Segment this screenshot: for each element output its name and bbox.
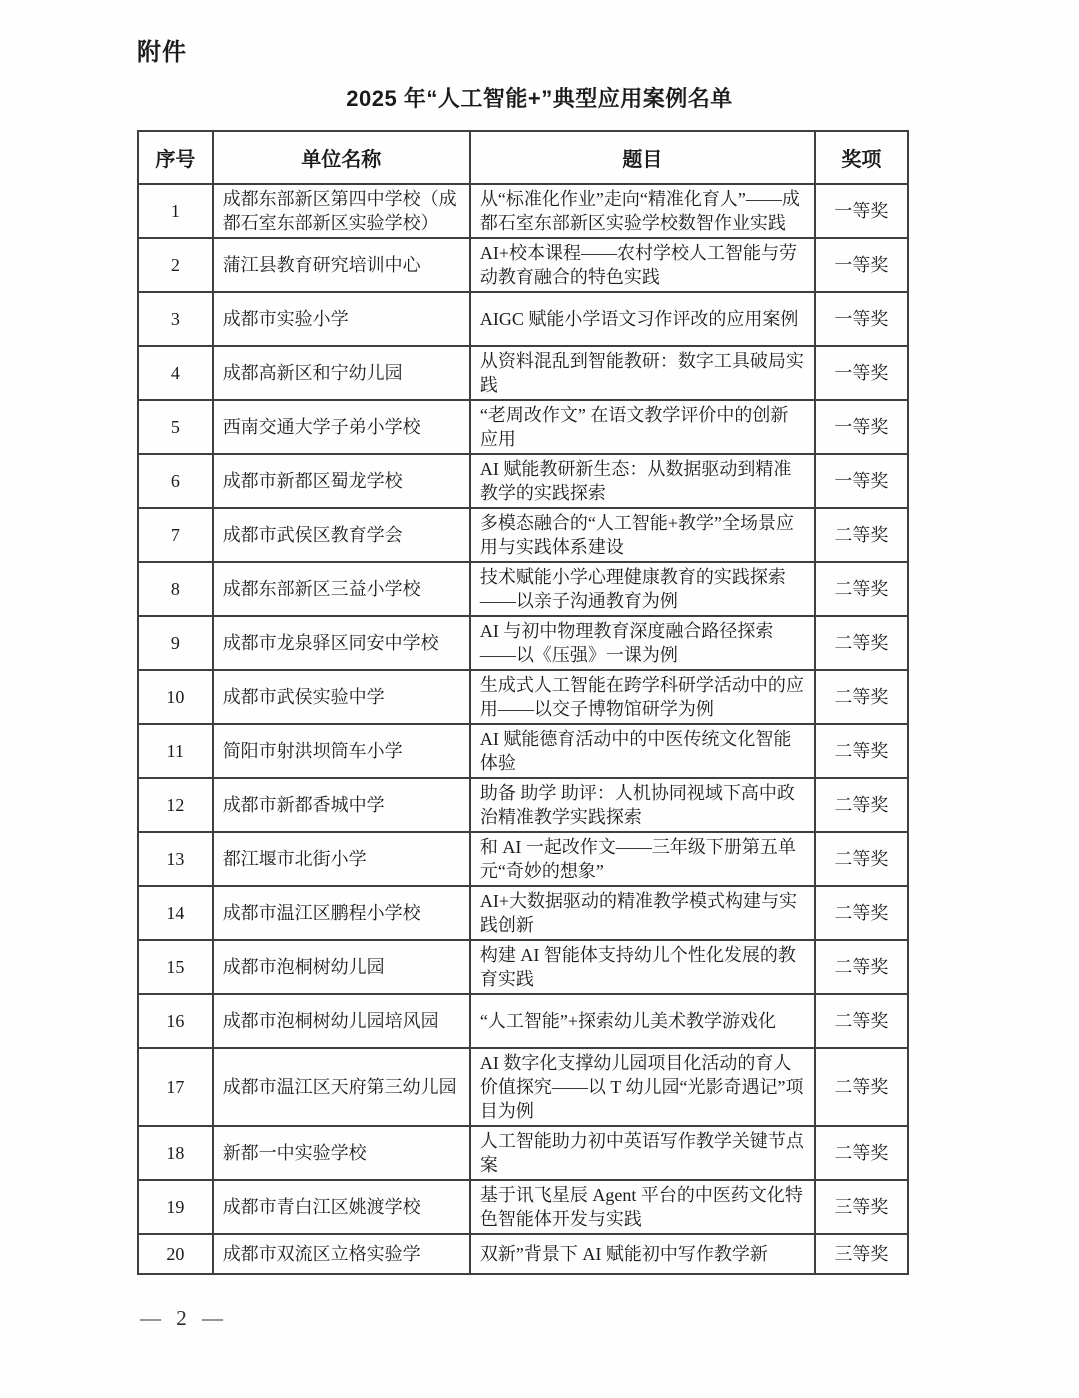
cell-award: 二等奖 xyxy=(815,670,908,724)
cell-unit: 成都高新区和宁幼儿园 xyxy=(213,346,470,400)
cell-title: AI+校本课程——农村学校人工智能与劳动教育融合的特色实践 xyxy=(470,238,815,292)
cell-serial: 4 xyxy=(138,346,213,400)
cell-serial: 2 xyxy=(138,238,213,292)
cell-serial: 15 xyxy=(138,940,213,994)
cell-unit: 成都市武侯区教育学会 xyxy=(213,508,470,562)
header-serial: 序号 xyxy=(138,131,213,184)
cell-award: 一等奖 xyxy=(815,238,908,292)
cell-unit: 蒲江县教育研究培训中心 xyxy=(213,238,470,292)
cell-award: 二等奖 xyxy=(815,832,908,886)
table-row xyxy=(138,1126,908,1180)
cell-serial: 20 xyxy=(138,1234,213,1274)
table-row xyxy=(138,778,908,832)
cell-unit: 新都一中实验学校 xyxy=(213,1126,470,1180)
cell-award: 二等奖 xyxy=(815,886,908,940)
cell-unit: 成都市温江区鹏程小学校 xyxy=(213,886,470,940)
table-row xyxy=(138,670,908,724)
cell-title: AIGC 赋能小学语文习作评改的应用案例 xyxy=(470,292,815,346)
table-row xyxy=(138,346,908,400)
cell-serial: 12 xyxy=(138,778,213,832)
cell-title: 多模态融合的“人工智能+教学”全场景应用与实践体系建设 xyxy=(470,508,815,562)
cell-unit: 都江堰市北街小学 xyxy=(213,832,470,886)
table-row xyxy=(138,724,908,778)
table-row xyxy=(138,1180,908,1234)
table-row xyxy=(138,454,908,508)
cell-award: 一等奖 xyxy=(815,454,908,508)
table-row xyxy=(138,994,908,1048)
page-number: — 2 — xyxy=(140,1306,223,1330)
cell-unit: 西南交通大学子弟小学校 xyxy=(213,400,470,454)
cell-award: 二等奖 xyxy=(815,562,908,616)
cell-award: 二等奖 xyxy=(815,940,908,994)
cell-serial: 11 xyxy=(138,724,213,778)
cell-serial: 8 xyxy=(138,562,213,616)
cell-serial: 19 xyxy=(138,1180,213,1234)
cell-award: 三等奖 xyxy=(815,1180,908,1234)
cell-unit: 成都市双流区立格实验学 xyxy=(213,1234,470,1274)
cell-unit: 成都市新都香城中学 xyxy=(213,778,470,832)
cell-award: 一等奖 xyxy=(815,346,908,400)
cell-unit: 成都东部新区三益小学校 xyxy=(213,562,470,616)
cell-title: 助备 助学 助评：人机协同视域下高中政治精准教学实践探索 xyxy=(470,778,815,832)
cell-award: 一等奖 xyxy=(815,292,908,346)
cell-title: 双新”背景下 AI 赋能初中写作教学新 xyxy=(470,1234,815,1274)
cell-serial: 9 xyxy=(138,616,213,670)
cell-serial: 6 xyxy=(138,454,213,508)
table-row xyxy=(138,886,908,940)
cell-unit: 简阳市射洪坝筒车小学 xyxy=(213,724,470,778)
cell-unit: 成都市实验小学 xyxy=(213,292,470,346)
header-title: 题目 xyxy=(470,131,815,184)
table-row xyxy=(138,940,908,994)
cell-unit: 成都东部新区第四中学校（成都石室东部新区实验学校） xyxy=(213,184,470,238)
cell-serial: 1 xyxy=(138,184,213,238)
cell-unit: 成都市泡桐树幼儿园培风园 xyxy=(213,994,470,1048)
cell-serial: 10 xyxy=(138,670,213,724)
cell-serial: 16 xyxy=(138,994,213,1048)
cell-award: 二等奖 xyxy=(815,616,908,670)
cell-unit: 成都市龙泉驿区同安中学校 xyxy=(213,616,470,670)
cell-title: AI 赋能德育活动中的中医传统文化智能体验 xyxy=(470,724,815,778)
cell-award: 二等奖 xyxy=(815,1126,908,1180)
cell-title: “老周改作文” 在语文教学评价中的创新应用 xyxy=(470,400,815,454)
cell-award: 一等奖 xyxy=(815,400,908,454)
cell-award: 三等奖 xyxy=(815,1234,908,1274)
cell-title: 技术赋能小学心理健康教育的实践探索——以亲子沟通教育为例 xyxy=(470,562,815,616)
cell-award: 二等奖 xyxy=(815,508,908,562)
cell-title: 构建 AI 智能体支持幼儿个性化发展的教育实践 xyxy=(470,940,815,994)
table-row xyxy=(138,400,908,454)
cell-title: AI 与初中物理教育深度融合路径探索——以《压强》一课为例 xyxy=(470,616,815,670)
cell-title: AI+大数据驱动的精准教学模式构建与实践创新 xyxy=(470,886,815,940)
cell-award: 二等奖 xyxy=(815,994,908,1048)
table-row xyxy=(138,238,908,292)
cell-serial: 14 xyxy=(138,886,213,940)
cell-title: 人工智能助力初中英语写作教学关键节点案 xyxy=(470,1126,815,1180)
cell-award: 二等奖 xyxy=(815,724,908,778)
cell-unit: 成都市泡桐树幼儿园 xyxy=(213,940,470,994)
cell-award: 一等奖 xyxy=(815,184,908,238)
cell-title: AI 赋能教研新生态：从数据驱动到精准教学的实践探索 xyxy=(470,454,815,508)
table-row xyxy=(138,508,908,562)
cell-title: AI 数字化支撑幼儿园项目化活动的育人价值探究——以 T 幼儿园“光影奇遇记”项目为例 xyxy=(470,1048,815,1126)
cell-award: 二等奖 xyxy=(815,778,908,832)
cell-title: 基于讯飞星辰 Agent 平台的中医药文化特色智能体开发与实践 xyxy=(470,1180,815,1234)
cell-title: 从“标准化作业”走向“精准化育人”——成都石室东部新区实验学校数智作业实践 xyxy=(470,184,815,238)
header-award: 奖项 xyxy=(815,131,908,184)
cell-unit: 成都市青白江区姚渡学校 xyxy=(213,1180,470,1234)
cell-serial: 7 xyxy=(138,508,213,562)
cell-unit: 成都市温江区天府第三幼儿园 xyxy=(213,1048,470,1126)
cell-title: 和 AI 一起改作文——三年级下册第五单元“奇妙的想象” xyxy=(470,832,815,886)
case-table xyxy=(137,130,909,1275)
table-row xyxy=(138,1234,908,1274)
header-unit-name: 单位名称 xyxy=(213,131,470,184)
table-row xyxy=(138,184,908,238)
attachment-label: 附件 xyxy=(137,39,187,66)
table-row xyxy=(138,1048,908,1126)
cell-serial: 13 xyxy=(138,832,213,886)
cell-title: 从资料混乱到智能教研：数字工具破局实践 xyxy=(470,346,815,400)
cell-serial: 3 xyxy=(138,292,213,346)
cell-unit: 成都市新都区蜀龙学校 xyxy=(213,454,470,508)
table-row xyxy=(138,616,908,670)
page-title: 2025 年“人工智能+”典型应用案例名单 xyxy=(346,86,733,111)
table-row xyxy=(138,292,908,346)
cell-serial: 5 xyxy=(138,400,213,454)
table-row xyxy=(138,832,908,886)
table-header-row xyxy=(138,131,908,184)
cell-unit: 成都市武侯实验中学 xyxy=(213,670,470,724)
cell-title: 生成式人工智能在跨学科研学活动中的应用——以交子博物馆研学为例 xyxy=(470,670,815,724)
cell-serial: 17 xyxy=(138,1048,213,1126)
cell-title: “人工智能”+探索幼儿美术教学游戏化 xyxy=(470,994,815,1048)
table-row xyxy=(138,562,908,616)
cell-award: 二等奖 xyxy=(815,1048,908,1126)
cell-serial: 18 xyxy=(138,1126,213,1180)
